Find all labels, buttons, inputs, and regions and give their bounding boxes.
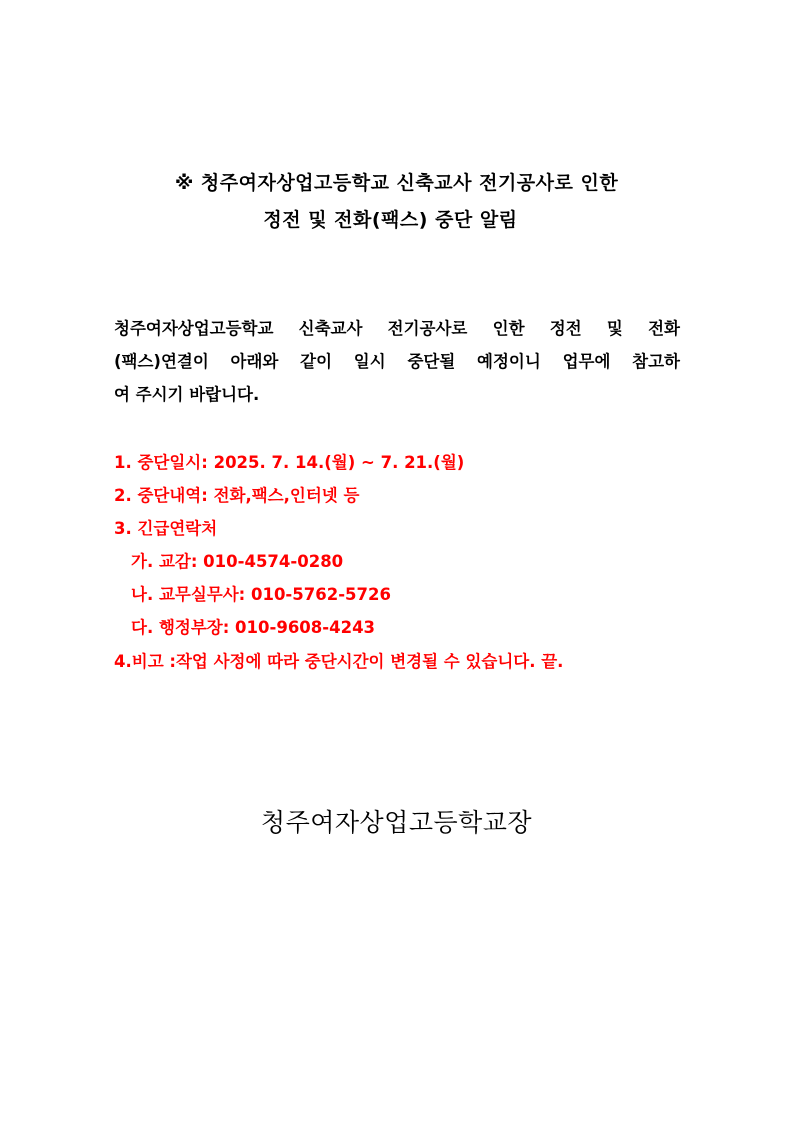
- notice-paragraph-line-1: 청주여자상업고등학교 신축교사 전기공사로 인한 정전 및 전화: [114, 319, 680, 338]
- contact-vice-principal: 가. 교감: 010-4574-0280: [131, 552, 344, 571]
- contact-admin-head: 다. 행정부장: 010-9608-4243: [131, 618, 376, 637]
- principal-signature: 청주여자상업고등학교장: [260, 808, 533, 837]
- item-emergency-contacts: 3. 긴급연락처: [114, 519, 218, 538]
- notice-title-line-2: 정전 및 전화(팩스) 중단 알림: [263, 209, 518, 231]
- notice-paragraph-line-2: (팩스)연결이 아래와 같이 일시 중단될 예정이니 업무에 참고하: [114, 352, 680, 371]
- item-suspension-details: 2. 중단내역: 전화,팩스,인터넷 등: [114, 486, 360, 505]
- notice-title-line-1: ※ 청주여자상업고등학교 신축교사 전기공사로 인한: [174, 172, 619, 194]
- item-remarks: 4.비고 :작업 사정에 따라 중단시간이 변경될 수 있습니다. 끝.: [114, 652, 564, 671]
- item-suspension-period: 1. 중단일시: 2025. 7. 14.(월) ~ 7. 21.(월): [114, 453, 465, 472]
- contact-office-staff: 나. 교무실무사: 010-5762-5726: [131, 585, 391, 604]
- notice-paragraph-line-3: 여 주시기 바랍니다.: [114, 385, 260, 404]
